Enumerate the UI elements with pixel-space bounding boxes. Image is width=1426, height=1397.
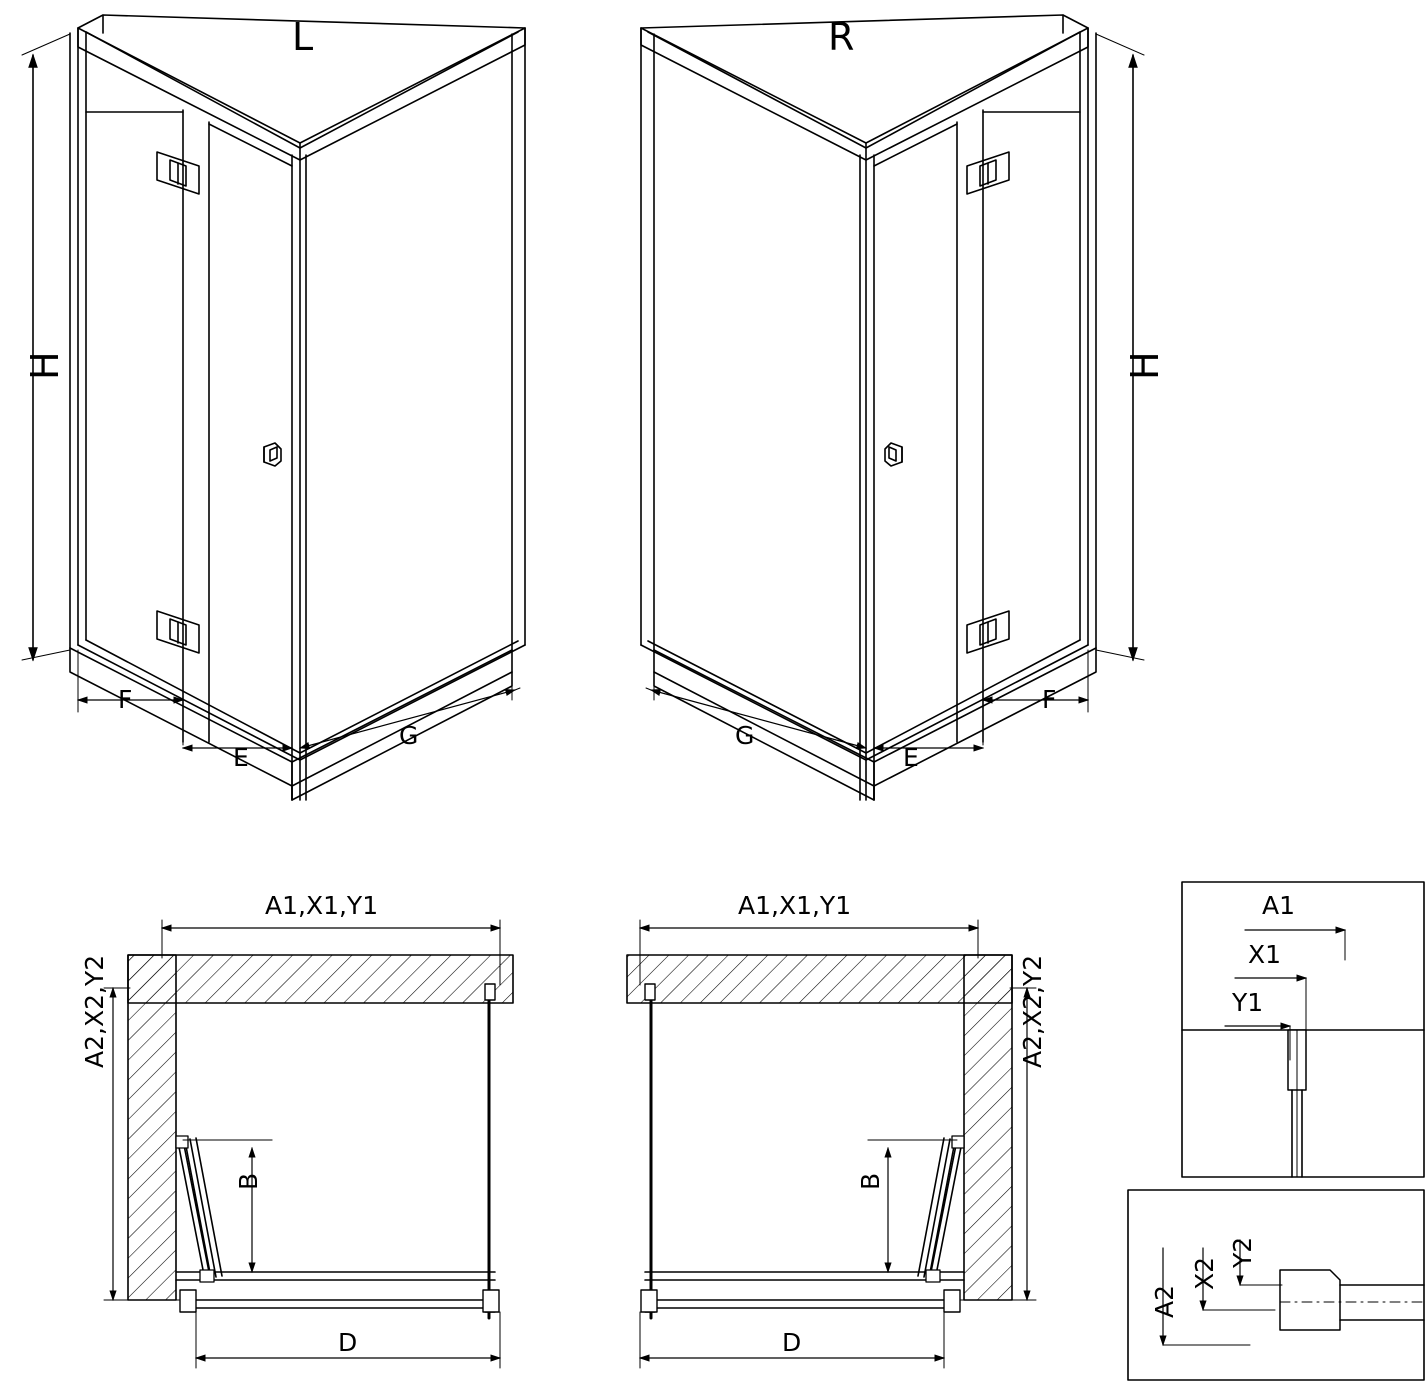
detail-top-x1-label: X1 [1248,940,1282,969]
plan-left-side-dim-label: A2,X2,Y2 [80,954,109,1068]
iso-left-enclosure [22,15,525,800]
plan-left-bottom-dim-label: D [338,1328,358,1357]
detail-bottom-x2-label: X2 [1190,1256,1219,1290]
detail-bottom-a2-label: A2 [1150,1284,1179,1318]
plan-left [104,920,513,1368]
plan-left-top-dim-label: A1,X1,Y1 [265,891,379,920]
plan-right-top-dim-label: A1,X1,Y1 [738,891,852,920]
plan-right [627,920,1036,1368]
iso-right-front-panel-label: F [1042,685,1057,714]
plan-right-side-dim-label: A2,X2,Y2 [1018,954,1047,1068]
iso-left-door-label: E [233,743,249,772]
detail-top-box [1182,882,1424,1177]
detail-top-a1-label: A1 [1262,891,1296,920]
detail-top-y1-label: Y1 [1232,988,1264,1017]
title-right: R [828,15,855,59]
plan-left-swing-dim-label: B [234,1172,263,1190]
title-left: L [292,15,314,59]
iso-left-height-label: H [23,351,67,380]
iso-left-front-panel-label: F [118,685,133,714]
plan-right-swing-dim-label: B [856,1172,885,1190]
detail-bottom-y2-label: Y2 [1228,1236,1257,1268]
iso-right-side-panel-label: G [735,721,755,750]
iso-right-enclosure [641,15,1144,800]
iso-right-height-label: H [1123,351,1167,380]
plan-right-bottom-dim-label: D [782,1328,802,1357]
iso-right-door-label: E [903,743,919,772]
iso-left-side-panel-label: G [399,721,419,750]
